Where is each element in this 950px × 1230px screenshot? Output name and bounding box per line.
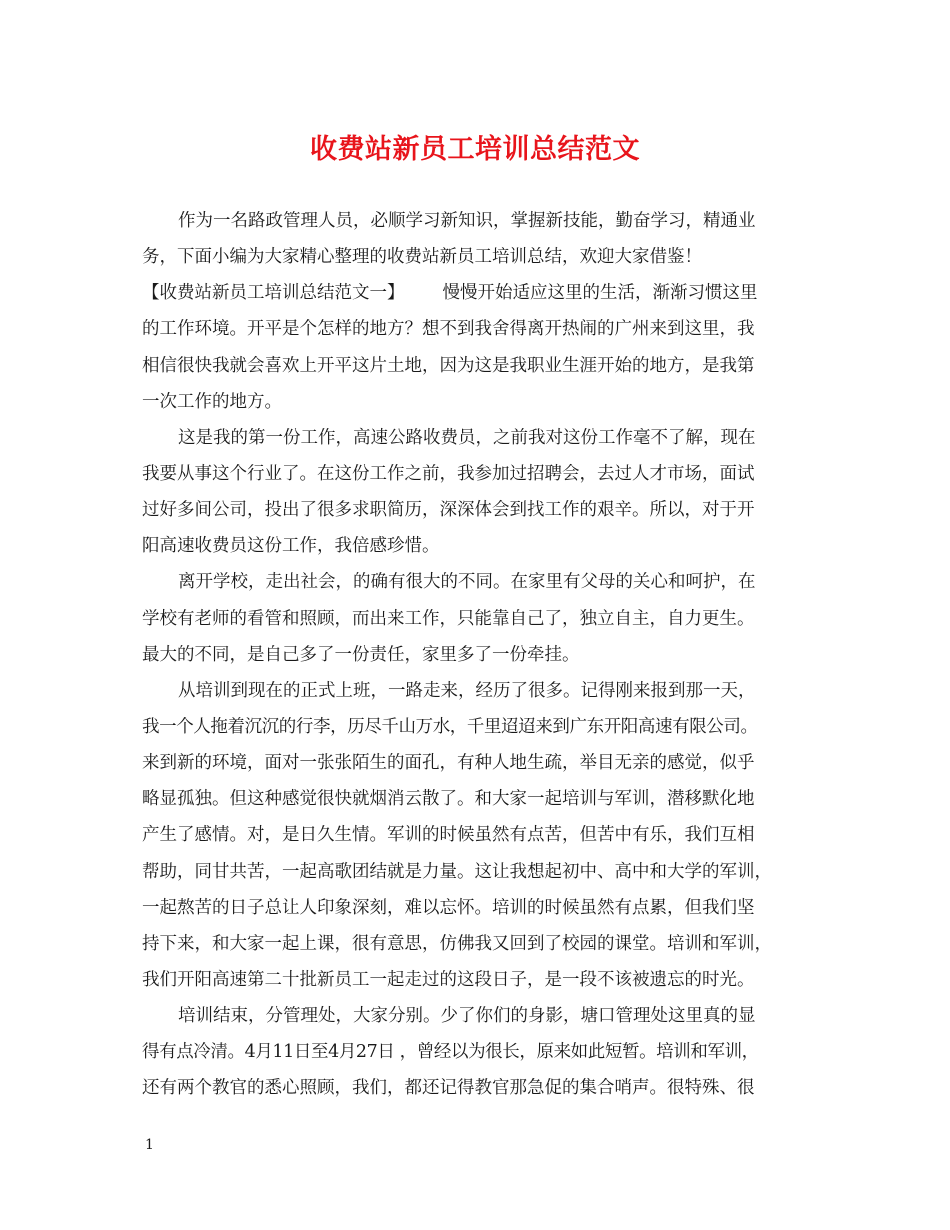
text-line: 略显孤独。但这种感觉很快就烟消云散了。和大家一起培训与军训，潜移默化地 (142, 789, 755, 810)
text-line: 一次工作的地方。 (142, 391, 282, 412)
text-line: 相信很快我就会喜欢上开平这片土地，因为这是我职业生涯开始的地方，是我第 (142, 355, 755, 376)
page-number: 1 (145, 1137, 154, 1153)
text-line: 过好多间公司，投出了很多求职简历，深深体会到找工作的艰辛。所以，对于开 (142, 500, 755, 521)
text-line: 一起熬苦的日子总让人印象深刻，难以忘怀。培训的时候虽然有点累，但我们坚 (142, 897, 755, 918)
text-line: 的工作环境。开平是个怎样的地方？想不到我舍得离开热闹的广州来到这里，我 (142, 319, 755, 340)
text-line: 持下来，和大家一起上课，很有意思，仿佛我又回到了校园的课堂。培训和军训， (142, 933, 772, 954)
text-line: 最大的不同，是自己多了一份责任，家里多了一份牵挂。 (142, 644, 580, 665)
text-line: 我一个人拖着沉沉的行李，历尽千山万水，千里迢迢来到广东开阳高速有限公司。 (142, 716, 758, 737)
section-heading-line (142, 275, 812, 311)
text-line: 产生了感情。对，是日久生情。军训的时候虽然有点苦，但苦中有乐，我们互相 (142, 825, 755, 846)
text-line: 务，下面小编为大家精心整理的收费站新员工培训总结，欢迎大家借鉴！ (142, 247, 702, 268)
text-line: 学校有老师的看管和照顾，而出来工作，只能靠自己了，独立自主，自力更生。 (142, 608, 755, 629)
text-line: 帮助，同甘共苦，一起高歌团结就是力量。这让我想起初中、高中和大学的军训， (142, 861, 772, 882)
text-line: 来到新的环境，面对一张张陌生的面孔，有种人地生疏，举目无亲的感觉，似乎 (142, 753, 755, 774)
text-line: 还有两个教官的悉心照顾，我们，都还记得教官那急促的集合哨声。很特殊、很 (142, 1078, 755, 1099)
text-line: 阳高速收费员这份工作，我倍感珍惜。 (142, 536, 440, 557)
text-line: 得有点冷清。4月11日至4月27日 ，曾经以为很长，原来如此短暂。培训和军训， (142, 1042, 759, 1063)
text-line: 我要从事这个行业了。在这份工作之前，我参加过招聘会，去过人才市场，面试 (142, 463, 755, 484)
text-line: 我们开阳高速第二十批新员工一起走过的这段日子，是一段不该被遗忘的时光。 (142, 969, 755, 990)
document-title: 收费站新员工培训总结范文 (310, 134, 640, 165)
section-heading: 【收费站新员工培训总结范文一】 (142, 283, 405, 304)
text-line: 作为一名路政管理人员，必顺学习新知识，掌握新技能，勤奋学习，精通业 (178, 211, 756, 231)
document-body (142, 203, 812, 1107)
text-line: 离开学校，走出社会，的确有很大的不同。在家里有父母的关心和呵护，在 (178, 572, 756, 593)
text-line: 这是我的第一份工作，高速公路收费员，之前我对这份工作毫不了解，现在 (178, 427, 756, 448)
text-line: 慢慢开始适应这里的生活，渐渐习惯这里 (442, 283, 758, 304)
text-line: 培训结束，分管理处，大家分别。少了你们的身影，塘口管理处这里真的显 (178, 1006, 756, 1027)
text-line: 从培训到现在的正式上班，一路走来，经历了很多。记得刚来报到那一天， (178, 680, 756, 701)
